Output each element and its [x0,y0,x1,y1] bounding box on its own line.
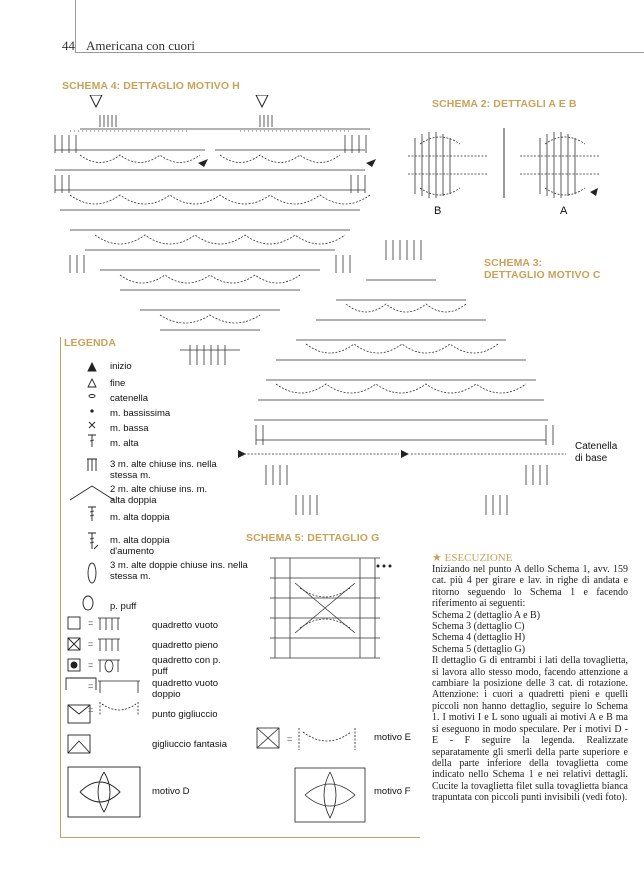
legend-label-motivo-e: motivo E [374,732,411,743]
legend-label-catenella: catenella [110,393,149,404]
rotation-dot-icon [377,565,380,568]
fine-icon [88,379,96,387]
running-title: Americana con cuori [86,38,196,53]
legend-label-gigliuccio: punto gigliuccio [152,709,218,720]
inizio-icon [88,363,96,371]
base-chain-label-line1: Catenella [575,441,618,452]
header-vertical-rule [75,0,76,52]
svg-text:=: = [88,705,94,715]
quadretto-pieno-icon [68,638,80,650]
schema2-title: SCHEMA 2: DETTAGLI A E B [432,98,577,110]
gigliuccio-fantasia-icon [68,735,90,753]
inizio-marker-icon [198,159,208,167]
legend-label-quadretto-vuoto: quadretto vuoto [152,620,219,631]
page-number: 44 [62,38,75,53]
schema2-diagram [400,118,620,218]
quadretto-vuoto-icon [68,617,80,629]
legend-label-bassissima: m. bassissima [110,408,171,419]
svg-text:=: = [88,618,94,628]
inizio-marker-icon [366,159,376,167]
legend-label-alta-doppia-aumento: m. alta doppia d'aumento [110,535,170,557]
tre-alte-doppie-icon [88,563,96,583]
alta-icon [88,435,96,447]
schema5-diagram [250,548,400,668]
execution-paragraph: Il dettaglio G di entrambi i lati della tovaglietta, si lavora allo stesso modo, facendo attenzione a cambiare la posizione delle 3 cat. di rotazione. Attenzione: i cuori a quadretti pieni e quelli piccoli non hanno dettaglio, seguire lo Schema 1. I motivi I e L sono uguali ai motivi A e B ma si eseguono in modo speculare. Per i motivi D - E - F seguire la legenda. Realizzate separatamente gli smerli della parte superiore e della parte inferiore della tovaglietta come indicato nello Schema 1 e nei relativi dettagli. Cucite la tovaglietta filet sulla tovaglietta bianca trapuntata con piccoli punti invisibili (vedi foto). [432,655,628,804]
svg-text:=: = [287,734,293,744]
execution-paragraph: Schema 5 (dettaglio G) [432,643,526,655]
fine-marker-icon [256,95,268,107]
base-chain-label [575,441,617,465]
schema4-title: SCHEMA 4: DETTAGLIO MOTIVO H [62,80,240,92]
svg-text:=: = [88,681,94,691]
legend-label-puff: p. puff [110,601,137,612]
legend-label-bassa: m. bassa [110,423,149,434]
execution-body [432,564,628,804]
legend-label-tre-alte-doppie: 3 m. alte doppie chiuse ins. nella stessa m. [110,560,248,582]
tre-alte-icon [87,459,97,471]
legend-bottom-rule [60,837,420,838]
svg-text:=: = [88,660,94,670]
legend-label-motivo-d: motivo D [152,786,190,797]
schema3-diagram [236,240,576,525]
alta-doppia-aumento-icon [88,533,98,549]
execution-paragraph: Iniziando nel punto A dello Schema 1, avv. 159 cat. più 4 per girare e lav. in righe di andata e ritorno seguendo lo Schema 1 e facendo riferimento ai seguenti: [432,564,628,610]
motivo-e-f-diagram [255,726,375,826]
legend-label-gigliuccio-fantasia: gigliuccio fantasia [152,739,227,750]
legend-label-due-alte: 2 m. alte chiuse ins. m. alta doppia [110,484,208,506]
legend-label-quadretto-pieno: quadretto pieno [152,640,219,651]
rotation-dot-icon [383,565,386,568]
schema5-title: SCHEMA 5: DETTAGLIO G [246,532,380,544]
legend-label-alta: m. alta [110,438,139,449]
inizio-marker-icon [238,450,246,458]
legend-label-inizio: inizio [110,361,132,372]
label-b: B [434,205,442,217]
inizio-marker-icon [590,188,598,196]
legend-label-tre-alte: 3 m. alte chiuse ins. nella stessa m. [110,459,217,481]
label-a: A [560,205,568,217]
legend-label-quadretto-vuoto-doppio: quadretto vuoto doppio [152,678,219,700]
execution-paragraph: Schema 3 (dettaglio C) [432,621,525,633]
base-chain-label-line2: di base [575,453,608,464]
execution-paragraph: Schema 2 (dettaglio A e B) [432,609,541,621]
puff-icon [83,596,93,610]
legend-equivalences [88,616,150,726]
execution-heading: ★ ESECUZIONE [432,552,513,564]
legend-label-fine: fine [110,378,126,389]
due-alte-icon [70,486,114,500]
rotation-dot-icon [389,565,392,568]
alta-doppia-icon [88,507,96,521]
catenella-icon [89,395,95,398]
legend-label-quadretto-puff: quadretto con p. puff [152,655,221,677]
legend-label-motivo-f: motivo F [374,786,411,797]
fine-marker-icon [90,95,102,107]
schema3-title-line1: SCHEMA 3: [484,257,543,269]
bassissima-icon [91,410,93,412]
bassa-icon [89,422,95,428]
inizio-marker-icon [401,450,409,458]
execution-paragraph: Schema 4 (dettaglio H) [432,632,526,644]
schema3-title-line2: DETTAGLIO MOTIVO C [484,269,601,281]
svg-text:=: = [88,639,94,649]
legend-title: LEGENDA [64,337,117,349]
legend-label-alta-doppia: m. alta doppia [110,512,170,523]
motivo-d-icon [68,767,140,817]
